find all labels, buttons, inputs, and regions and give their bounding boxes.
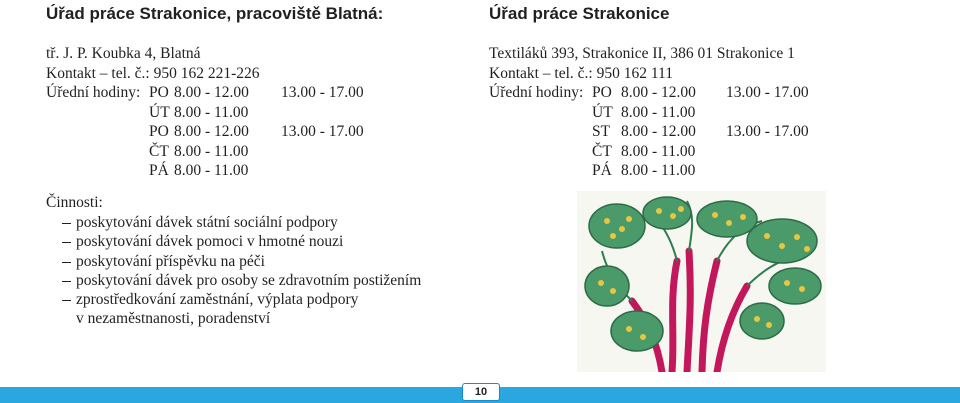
right-hours-morning: 8.00 - 11.00 bbox=[621, 162, 696, 179]
right-hours-label: Úřední hodiny: bbox=[489, 84, 584, 101]
left-hours-morning: 8.00 - 12.00 bbox=[174, 84, 249, 101]
right-hours-afternoon: 13.00 - 17.00 bbox=[726, 84, 809, 101]
activities-label: Činnosti: bbox=[46, 194, 103, 211]
right-hours-morning-col bbox=[621, 83, 696, 181]
left-hours-day: ÚT bbox=[149, 103, 170, 121]
right-address: Textiláků 393, Strakonice II, 386 01 Strakonice 1 bbox=[489, 45, 795, 62]
left-heading: Úřad práce Strakonice, pracoviště Blatná: bbox=[46, 4, 384, 23]
left-hours-day-col bbox=[149, 83, 170, 181]
right-hours-afternoon-col bbox=[726, 83, 809, 181]
left-hours-day: PO bbox=[149, 84, 169, 101]
left-hours-morning: 8.00 - 11.00 bbox=[174, 142, 249, 160]
activities-list bbox=[62, 213, 421, 329]
activity-item: poskytování dávek státní sociální podpory bbox=[62, 213, 421, 232]
activity-item: poskytování příspěvku na péči bbox=[62, 252, 421, 271]
right-hours-day-col bbox=[592, 83, 613, 181]
right-contact: Kontakt – tel. č.: 950 162 111 bbox=[489, 64, 673, 82]
left-hours-day: ČT bbox=[149, 142, 169, 160]
right-hours-afternoon: 13.00 - 17.00 bbox=[726, 123, 809, 140]
left-hours-afternoon bbox=[281, 142, 364, 162]
right-hours-afternoon bbox=[726, 142, 809, 162]
left-contact: Kontakt – tel. č.: 950 162 221-226 bbox=[46, 64, 260, 82]
right-hours-morning: 8.00 - 11.00 bbox=[621, 103, 696, 121]
left-hours-afternoon bbox=[281, 103, 364, 123]
right-hours-day: ÚT bbox=[592, 103, 613, 121]
right-hours-day: ČT bbox=[592, 142, 612, 160]
tree-drawing-icon bbox=[577, 191, 826, 372]
right-hours-day: PÁ bbox=[592, 162, 612, 179]
left-hours-afternoon: 13.00 - 17.00 bbox=[281, 84, 364, 101]
activity-item-continuation: v nezaměstnanosti, poradenství bbox=[76, 310, 271, 328]
right-hours-morning: 8.00 - 11.00 bbox=[621, 142, 696, 160]
left-address: tř. J. P. Koubka 4, Blatná bbox=[46, 45, 201, 62]
left-hours-afternoon-col bbox=[281, 83, 364, 181]
left-hours-morning-col bbox=[174, 83, 249, 181]
right-hours-morning: 8.00 - 12.00 bbox=[621, 123, 696, 140]
right-hours-afternoon bbox=[726, 161, 809, 181]
right-hours-afternoon bbox=[726, 103, 809, 123]
left-hours-day: PO bbox=[149, 123, 169, 140]
activity-item: poskytování dávek pro osoby se zdravotním postižením bbox=[62, 271, 421, 290]
activity-item: zprostředkování zaměstnání, výplata podpory bbox=[62, 290, 421, 309]
page-number: 10 bbox=[462, 383, 500, 401]
left-hours-morning: 8.00 - 11.00 bbox=[174, 162, 249, 179]
right-hours-morning: 8.00 - 12.00 bbox=[621, 84, 696, 101]
left-hours-morning: 8.00 - 12.00 bbox=[174, 123, 249, 140]
right-hours-day: PO bbox=[592, 84, 612, 101]
left-hours-afternoon: 13.00 - 17.00 bbox=[281, 123, 364, 140]
activity-item: poskytování dávek pomoci v hmotné nouzi bbox=[62, 232, 421, 251]
left-hours-afternoon bbox=[281, 161, 364, 181]
left-hours-label: Úřední hodiny: bbox=[46, 84, 141, 101]
right-heading: Úřad práce Strakonice bbox=[489, 4, 670, 23]
left-hours-morning: 8.00 - 11.00 bbox=[174, 103, 249, 121]
left-hours-day: PÁ bbox=[149, 162, 169, 179]
right-hours-day: ST bbox=[592, 123, 611, 140]
